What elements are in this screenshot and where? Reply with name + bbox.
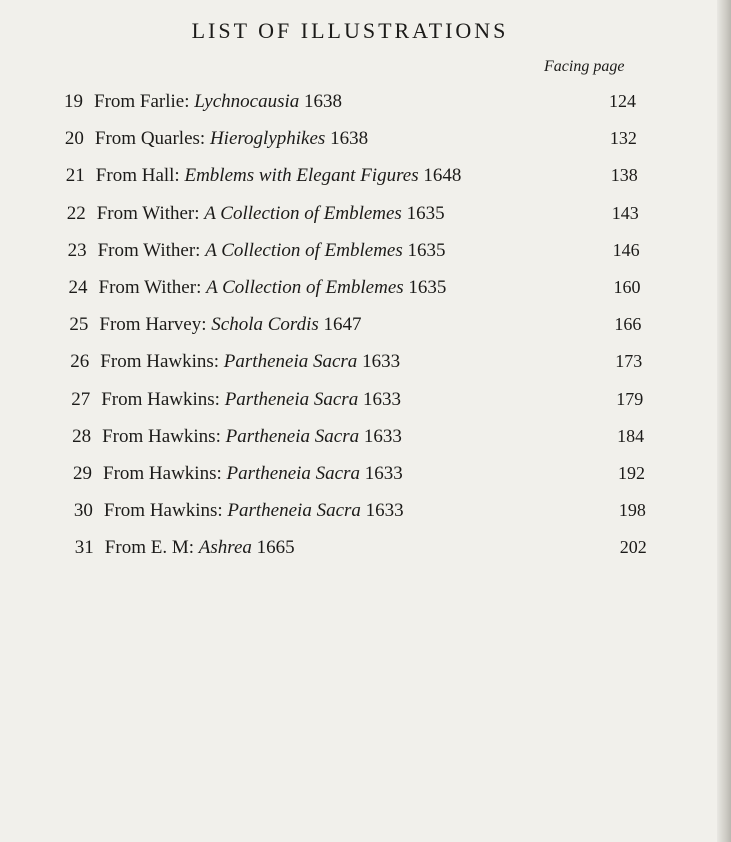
list-item xyxy=(74,500,646,526)
entry-year: 1633 xyxy=(359,425,402,447)
entry-number: 21 xyxy=(65,165,85,187)
entry-source: From Quarles: xyxy=(94,128,210,150)
list-item xyxy=(72,426,644,452)
entry-source: From Hawkins: xyxy=(102,425,226,447)
entry-work-title: Partheneia Sacra xyxy=(227,500,361,522)
entry-work-title: Schola Cordis xyxy=(211,314,319,336)
entry-source: From Hawkins: xyxy=(100,351,224,373)
list-item xyxy=(71,389,643,415)
list-item xyxy=(69,314,641,340)
entry-year: 1633 xyxy=(358,388,401,410)
entry-year: 1635 xyxy=(401,202,445,224)
entry-number: 25 xyxy=(69,314,89,336)
list-item xyxy=(70,351,642,377)
entry-work-title: Partheneia Sacra xyxy=(223,351,358,373)
entry-year: 1665 xyxy=(251,537,295,559)
entry-source: From Wither: xyxy=(98,277,207,298)
entry-work-title: Emblems with Elegant Figures xyxy=(184,165,419,187)
page-edge-shadow xyxy=(717,0,731,842)
entry-work-title: Partheneia Sacra xyxy=(225,425,360,447)
list-item xyxy=(64,91,636,117)
entry-source: From E. M: xyxy=(104,537,199,559)
entry-number: 30 xyxy=(73,500,93,522)
entry-work-title: Lychnocausia xyxy=(194,91,300,112)
entry-page-number: 146 xyxy=(612,239,640,260)
entry-page-number: 132 xyxy=(609,128,637,149)
entry-work-title: Partheneia Sacra xyxy=(224,388,359,410)
entry-source: From Harvey: xyxy=(99,314,212,336)
entry-source: From Hall: xyxy=(95,165,185,187)
entry-source: From Wither: xyxy=(97,239,206,261)
entry-year: 1635 xyxy=(403,277,447,298)
list-item xyxy=(69,277,641,303)
entry-source: From Hawkins: xyxy=(101,388,225,410)
facing-page-header: Facing page xyxy=(544,58,625,75)
entry-page-number: 202 xyxy=(619,537,647,558)
entry-page-number: 166 xyxy=(614,314,642,335)
list-item xyxy=(66,165,638,191)
entry-year: 1638 xyxy=(325,128,369,150)
entry-year: 1633 xyxy=(357,351,401,373)
entry-number: 26 xyxy=(70,351,90,373)
entry-source: From Hawkins: xyxy=(103,463,227,484)
page-title: LIST OF ILLUSTRATIONS xyxy=(191,18,509,43)
entry-year: 1633 xyxy=(360,463,403,484)
entry-number: 24 xyxy=(68,277,88,298)
entry-number: 29 xyxy=(73,463,92,484)
entry-year: 1635 xyxy=(402,239,446,261)
entry-work-title: A Collection of Emblemes xyxy=(205,239,403,261)
entry-work-title: A Collection of Emblemes xyxy=(204,202,402,224)
list-item xyxy=(75,537,647,563)
list-item xyxy=(65,128,637,154)
entry-page-number: 198 xyxy=(618,500,646,521)
entry-year: 1638 xyxy=(299,91,343,112)
entry-number: 23 xyxy=(67,239,87,261)
entry-page-number: 179 xyxy=(616,388,644,409)
entry-number: 31 xyxy=(74,537,94,559)
entry-number: 27 xyxy=(71,388,91,410)
list-item xyxy=(73,463,645,489)
entry-work-title: Ashrea xyxy=(198,537,252,559)
entry-number: 22 xyxy=(66,202,86,224)
entry-page-number: 124 xyxy=(609,91,636,111)
entry-page-number: 184 xyxy=(617,425,645,446)
entry-year: 1647 xyxy=(318,314,362,336)
entry-number: 20 xyxy=(64,128,84,150)
entry-page-number: 173 xyxy=(615,351,643,372)
entry-work-title: Partheneia Sacra xyxy=(226,463,361,484)
entry-page-number: 138 xyxy=(610,165,638,186)
list-item xyxy=(67,203,639,229)
entry-source: From Hawkins: xyxy=(103,500,228,522)
entry-page-number: 160 xyxy=(613,277,641,297)
entry-number: 28 xyxy=(72,425,92,447)
entry-page-number: 143 xyxy=(611,202,639,223)
entry-page-number: 192 xyxy=(618,463,645,483)
entry-work-title: Hieroglyphikes xyxy=(209,128,326,150)
entry-source: From Wither: xyxy=(96,202,205,224)
entry-year: 1648 xyxy=(418,165,462,187)
entry-source: From Farlie: xyxy=(94,91,195,112)
entry-work-title: A Collection of Emblemes xyxy=(206,277,404,298)
list-item xyxy=(68,240,640,266)
entry-year: 1633 xyxy=(360,500,404,522)
entry-number: 19 xyxy=(64,91,83,112)
